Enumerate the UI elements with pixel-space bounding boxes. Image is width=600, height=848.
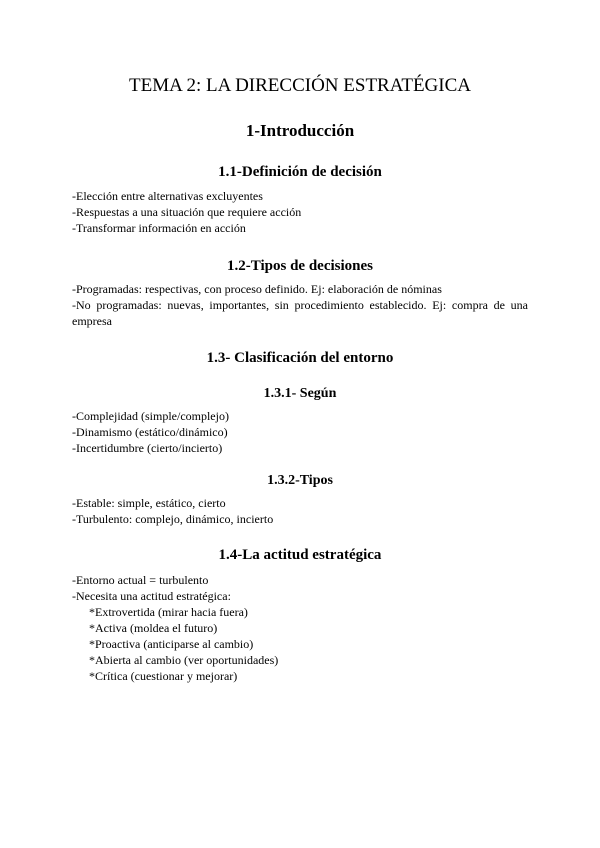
section-1-1-body <box>72 188 528 236</box>
text-line: -Transformar información en acción <box>72 221 246 235</box>
section-1-4-body <box>72 572 528 684</box>
section-1-2-body <box>72 281 528 329</box>
list-item: *Activa (moldea el futuro) <box>89 621 218 635</box>
text-line: -Necesita una actitud estratégica: <box>72 589 231 603</box>
section-1-3-1-body <box>72 408 528 456</box>
section-1-3-2-body <box>72 495 528 527</box>
text-line: -Incertidumbre (cierto/incierto) <box>72 441 223 455</box>
section-1-3-2-heading: 1.3.2-Tipos <box>267 473 333 488</box>
list-item: *Abierta al cambio (ver oportunidades) <box>89 653 279 667</box>
text-line: -Complejidad (simple/complejo) <box>72 409 229 423</box>
section-1-4-heading: 1.4-La actitud estratégica <box>218 547 382 563</box>
text-line: -Estable: simple, estático, cierto <box>72 496 226 510</box>
list-item: *Proactiva (anticiparse al cambio) <box>89 637 254 651</box>
text-line: -Entorno actual = turbulento <box>72 573 209 587</box>
text-line: -Respuestas a una situación que requiere acción <box>72 205 302 219</box>
text-line: -Programadas: respectivas, con proceso definido. Ej: elaboración de nóminas <box>72 282 442 296</box>
section-1-2-heading: 1.2-Tipos de decisiones <box>227 258 373 274</box>
text-line: -Dinamismo (estático/dinámico) <box>72 425 228 439</box>
text-line: -No programadas: nuevas, importantes, sin procedimiento establecido. Ej: compra de una empresa <box>72 298 528 328</box>
text-line: -Turbulento: complejo, dinámico, incierto <box>72 512 274 526</box>
section-1-3-1-heading: 1.3.1- Según <box>263 386 337 401</box>
section-1-heading: 1-Introducción <box>245 121 355 140</box>
list-item: *Crítica (cuestionar y mejorar) <box>89 669 238 683</box>
document-title: TEMA 2: LA DIRECCIÓN ESTRATÉGICA <box>129 75 471 96</box>
section-1-3-heading: 1.3- Clasificación del entorno <box>206 350 394 366</box>
list-item: *Extrovertida (mirar hacia fuera) <box>89 605 248 619</box>
section-1-1-heading: 1.1-Definición de decisión <box>218 164 382 180</box>
text-line: -Elección entre alternativas excluyentes <box>72 189 263 203</box>
